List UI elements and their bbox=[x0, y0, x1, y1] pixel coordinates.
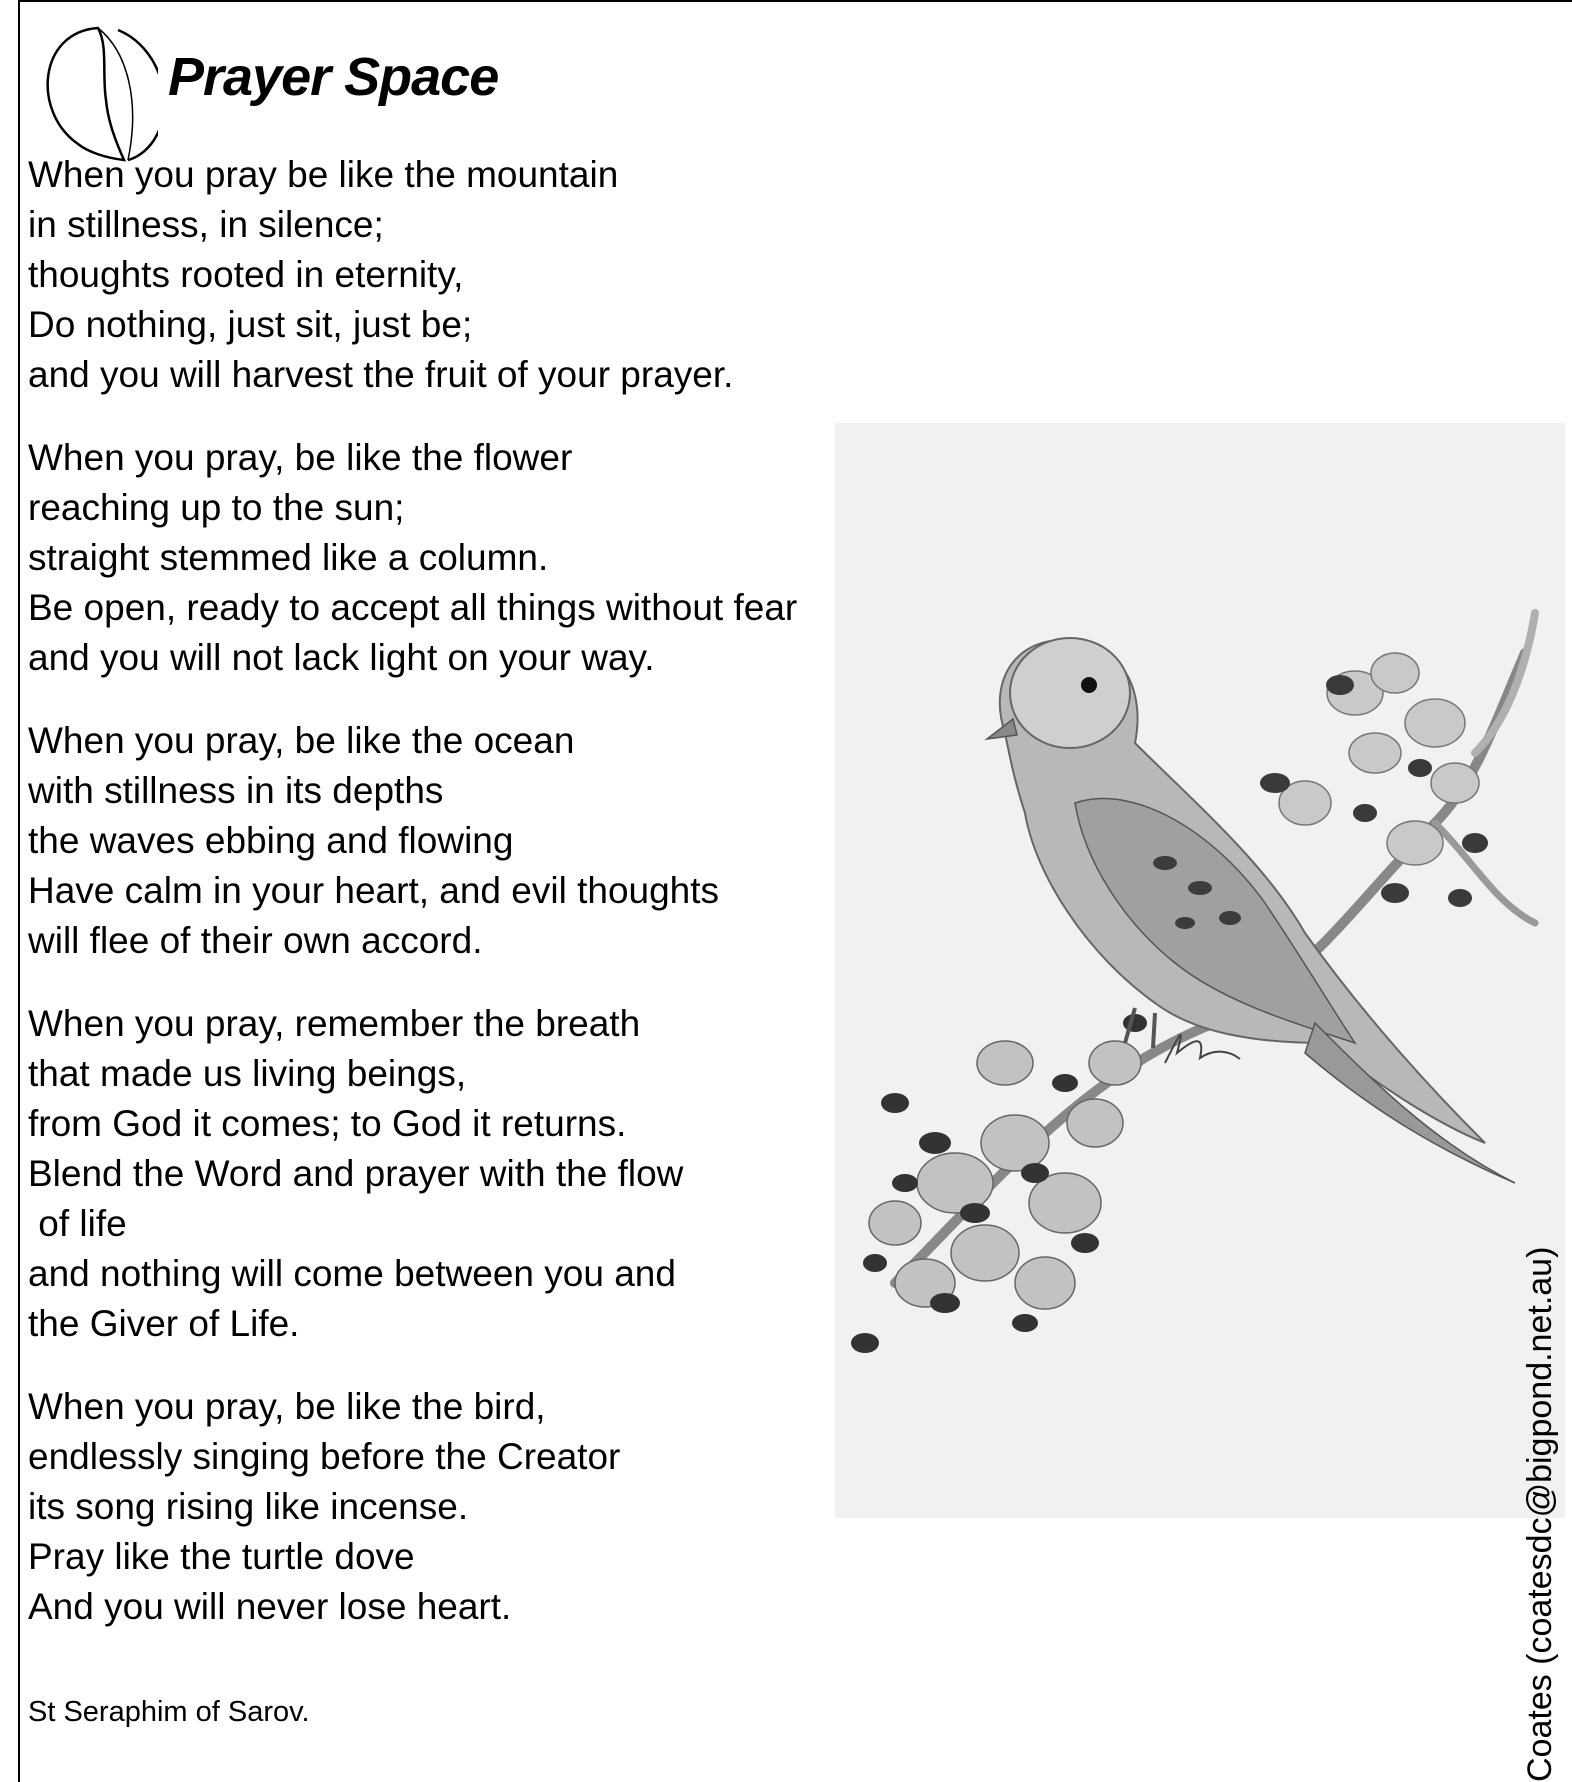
poem-line: will flee of their own accord. bbox=[28, 920, 483, 961]
poem-line: straight stemmed like a column. bbox=[28, 537, 549, 578]
poem-line: thoughts rooted in eternity, bbox=[28, 254, 464, 295]
poem-line: Pray like the turtle dove bbox=[28, 1536, 415, 1577]
poem-line: Do nothing, just sit, just be; bbox=[28, 304, 473, 345]
poem-line: and nothing will come between you and bbox=[28, 1253, 676, 1294]
poem-line: in stillness, in silence; bbox=[28, 204, 384, 245]
poem-line: And you will never lose heart. bbox=[28, 1586, 512, 1627]
leaf-icon bbox=[28, 22, 158, 162]
stanza bbox=[28, 716, 797, 966]
photo-credit: Coates (coatesdc@bigpond.net.au) bbox=[1521, 1246, 1559, 1782]
poem-line: and you will not lack light on your way. bbox=[28, 637, 655, 678]
poem-line: When you pray, be like the ocean bbox=[28, 720, 575, 761]
poem-line: When you pray, be like the bird, bbox=[28, 1386, 546, 1427]
poem-line: the waves ebbing and flowing bbox=[28, 820, 514, 861]
poem bbox=[28, 150, 797, 1665]
poem-line: Be open, ready to accept all things without fear bbox=[28, 587, 798, 628]
poem-line: Have calm in your heart, and evil thoughts bbox=[28, 870, 720, 911]
stanza bbox=[28, 999, 797, 1349]
poem-line: its song rising like incense. bbox=[28, 1486, 469, 1527]
stanza bbox=[28, 150, 797, 400]
poem-line: that made us living beings, bbox=[28, 1053, 467, 1094]
poem-line: reaching up to the sun; bbox=[28, 487, 405, 528]
stanza bbox=[28, 1382, 797, 1632]
poem-line: of life bbox=[28, 1203, 127, 1244]
poem-line: When you pray, remember the breath bbox=[28, 1003, 641, 1044]
stanza bbox=[28, 433, 797, 683]
page-title: Prayer Space bbox=[168, 47, 499, 107]
poem-line: Blend the Word and prayer with the flow bbox=[28, 1153, 684, 1194]
dove-illustration bbox=[835, 423, 1565, 1518]
poem-line: endlessly singing before the Creator bbox=[28, 1436, 621, 1477]
poem-line: from God it comes; to God it returns. bbox=[28, 1103, 627, 1144]
poem-line: and you will harvest the fruit of your prayer. bbox=[28, 354, 734, 395]
poem-author: St Seraphim of Sarov. bbox=[28, 1696, 310, 1728]
poem-line: with stillness in its depths bbox=[28, 770, 444, 811]
poem-line: the Giver of Life. bbox=[28, 1303, 300, 1344]
poem-line: When you pray be like the mountain bbox=[28, 154, 619, 195]
poem-line: When you pray, be like the flower bbox=[28, 437, 573, 478]
